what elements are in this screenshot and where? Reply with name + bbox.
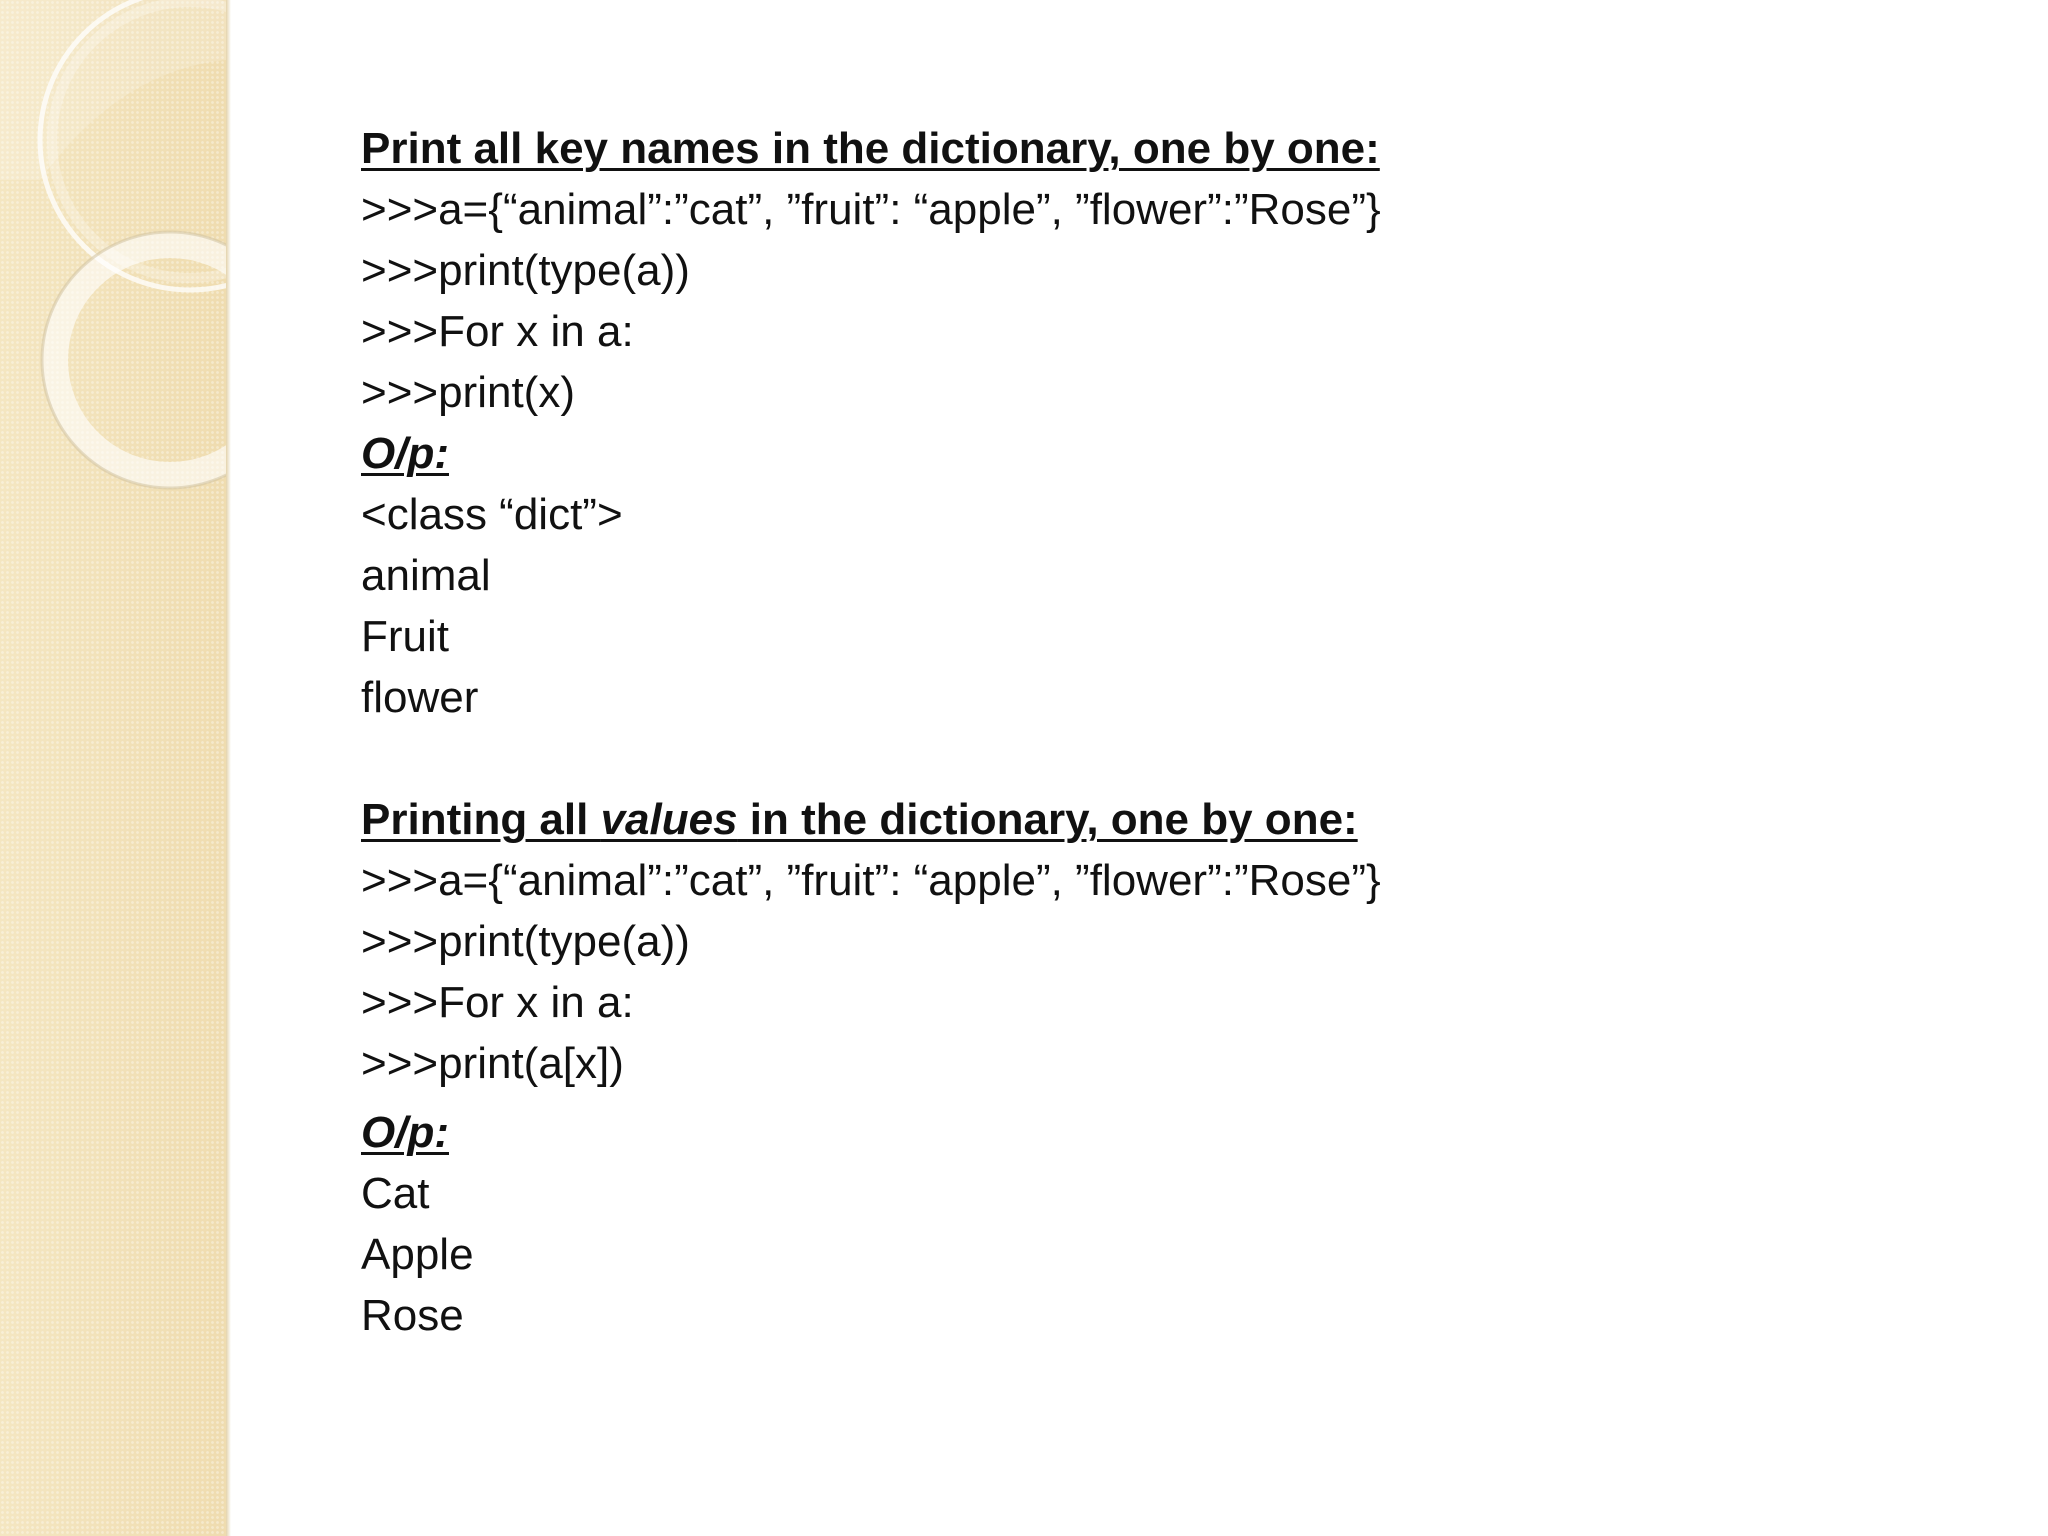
code-line: >>>a={“animal”:”cat”, ”fruit”: “apple”, ”flower”:”Rose”} (361, 185, 1381, 234)
output-label (361, 423, 1961, 484)
section-values-heading (361, 789, 1961, 850)
slide-content (361, 118, 1961, 1346)
output-line: Apple (361, 1230, 474, 1279)
output-line: flower (361, 673, 479, 722)
decorative-sidebar (0, 0, 226, 1536)
heading-text: in the dictionary, one by one: (737, 795, 1358, 844)
output-line: Rose (361, 1291, 464, 1340)
op-label: O/p: (361, 1108, 449, 1157)
code-line: >>>print(a[x]) (361, 1039, 624, 1088)
output-line: animal (361, 551, 491, 600)
op-label: O/p: (361, 429, 449, 478)
code-line: >>>For x in a: (361, 307, 634, 356)
heading-emphasis: values (600, 795, 738, 844)
section-keys-heading: Print all key names in the dictionary, one by one: (361, 124, 1380, 173)
output-label (361, 1102, 1961, 1163)
code-line: >>>print(x) (361, 368, 575, 417)
heading-text: Printing all (361, 795, 601, 844)
code-line: >>>a={“animal”:”cat”, ”fruit”: “apple”, ”flower”:”Rose”} (361, 856, 1381, 905)
code-line: >>>print(type(a)) (361, 917, 690, 966)
section-spacer (361, 728, 1961, 789)
code-line: >>>For x in a: (361, 978, 634, 1027)
output-line: Cat (361, 1169, 430, 1218)
decorative-rings-graphic (0, 0, 226, 520)
spacer (361, 1094, 1961, 1102)
output-line: Fruit (361, 612, 449, 661)
code-line: >>>print(type(a)) (361, 246, 690, 295)
sidebar-divider (226, 0, 231, 1536)
output-line: <class “dict”> (361, 490, 623, 539)
